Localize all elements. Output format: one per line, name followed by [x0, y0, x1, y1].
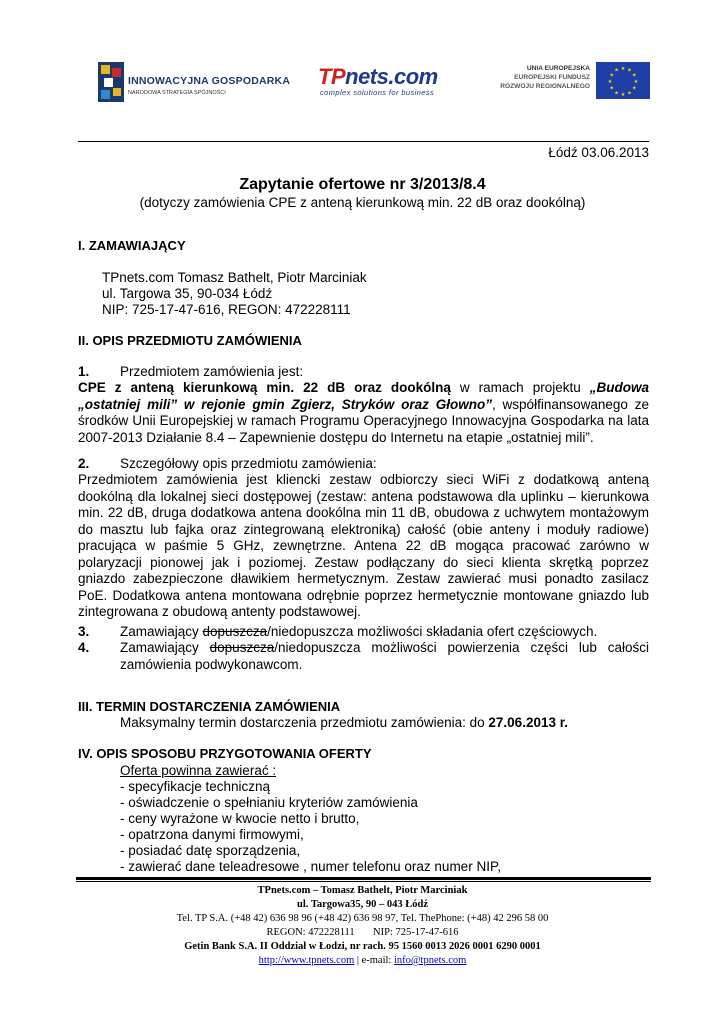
tp-logo-tagline: complex solutions for business: [320, 88, 435, 97]
section-2-heading: II. OPIS PRZEDMIOTU ZAMÓWIENIA: [78, 333, 302, 348]
section-1-heading: I. ZAMAWIAJĄCY: [78, 238, 186, 253]
item-3-number: 3.: [78, 624, 90, 639]
item-2-intro: Szczegółowy opis przedmiotu zamówienia:: [120, 456, 377, 471]
ig-logo-icon: [98, 62, 124, 102]
delivery-deadline-date: 27.06.2013 r.: [488, 715, 568, 730]
delivery-deadline-text: Maksymalny termin dostarczenia przedmiotu zamówienia: do: [120, 715, 489, 730]
svg-text:★: ★: [620, 92, 626, 98]
tpnets-logo: [318, 64, 458, 102]
innowacyjna-gospodarka-logo: [98, 62, 291, 104]
item-2-number: 2.: [78, 456, 90, 471]
offer-item: - zawierać dane teleadresowe , numer telefonu oraz numer NIP,: [120, 859, 501, 874]
svg-text:★: ★: [607, 79, 613, 85]
item-4-a: Zamawiający: [120, 640, 210, 655]
offer-item: - opatrzona danymi firmowymi,: [120, 827, 304, 842]
footer-divider-thin: [76, 881, 651, 882]
item-1-number: 1.: [78, 364, 90, 379]
footer-ids: REGON: 472228111 NIP: 725-17-47-616: [266, 927, 459, 938]
item-3-a: Zamawiający: [120, 624, 203, 639]
svg-text:★: ★: [609, 72, 614, 79]
footer: [0, 884, 725, 968]
item-4-b: /niedopuszcza możliwości powierzenia części lub całości zamówienia podwykonawcom.: [120, 640, 649, 672]
tp-logo-tp: TP: [318, 64, 346, 89]
orderer-ids: NIP: 725-17-47-616, REGON: 472228111: [102, 302, 351, 317]
header-divider: [78, 141, 649, 142]
item-1-intro: Przedmiotem zamówienia jest:: [120, 364, 304, 379]
footer-divider-thick: [76, 877, 651, 880]
offer-item: - oświadczenie o spełnianiu kryteriów zamówienia: [120, 795, 418, 810]
orderer-address: ul. Targowa 35, 90-034 Łódź: [102, 286, 273, 301]
offer-item: - posiadać datę sporządzenia,: [120, 843, 301, 858]
section-4-heading: IV. OPIS SPOSOBU PRZYGOTOWANIA OFERTY: [78, 746, 372, 761]
section-3-heading: III. TERMIN DOSTARCZENIA ZAMÓWIENIA: [78, 699, 341, 714]
svg-text:★: ★: [632, 85, 637, 92]
item-1-bold: CPE z anteną kierunkową min. 22 dB oraz dookólną: [78, 380, 451, 395]
offer-intro: Oferta powinna zawierać :: [120, 763, 277, 778]
item-2-paragraph: Przedmiotem zamówienia jest kliencki zestaw odbiorczy sieci WiFi z dodatkową anteną dookólną dla lokalnej sieci dostępowej (zestaw: antena podstawowa dla uplinku – kierunkowa min. 22 dB, druga dodatkowa antena dookólna min 11 dB, obudowa z uchwytem montażowym do masztu lub fajka oraz zintegrowaną elektroniką) całość (obie anteny i moduły radiowe) pracująca w paśmie 5 GHz, zewnętrzne. Antena 22 dB mogąca pracować zarówno w polaryzacji pionowej jak i poziomej. Zestaw podłączany do sieci klienta skrętką poprzez gniazdo zabezpieczone dławikiem hermetycznym. Zestaw zawierać musi ponadto zasilacz PoE. Dodatkowa antena montowana odrębnie poprzez hermetycznie montowane gniazdo lub zintegrowana z obudową antenty podstawowej.: [78, 472, 649, 619]
svg-text:★: ★: [620, 66, 626, 72]
svg-text:★: ★: [627, 67, 632, 74]
item-4-number: 4.: [78, 640, 90, 655]
item-4-text: [120, 640, 649, 673]
footer-website-link[interactable]: http://www.tpnets.com: [258, 955, 355, 966]
ig-logo-subtitle: NARODOWA STRATEGIA SPÓJNOŚCI: [128, 90, 226, 96]
document-title: Zapytanie ofertowe nr 3/2013/8.4: [239, 176, 486, 193]
ig-logo-title: INNOWACYJNA GOSPODARKA: [128, 75, 291, 87]
item-1-project-name: „Budowa „ostatniej mili” w rejonie gmin Zgierz, Stryków oraz Głowno”: [78, 380, 649, 412]
svg-text:★: ★: [609, 85, 614, 92]
footer-address: ul. Targowa35, 90 – 043 Łódź: [297, 899, 428, 910]
svg-text:★: ★: [614, 90, 619, 97]
svg-text:★: ★: [627, 90, 632, 97]
eu-logo-line3: ROZWOJU REGIONALNEGO: [500, 83, 590, 90]
svg-text:★: ★: [633, 79, 639, 85]
document-subtitle: (dotyczy zamówienia CPE z anteną kierunkową min. 22 dB oraz dookólną): [139, 195, 586, 210]
footer-company: TPnets.com – Tomasz Bathelt, Piotr Marciniak: [257, 885, 468, 896]
item-3-strike: dopuszcza: [202, 624, 268, 639]
footer-phones: Tel. TP S.A. (+48 42) 636 98 96 (+48 42) 636 98 97, Tel. ThePhone: (+48) 42 296 58 00: [176, 913, 549, 924]
offer-item: - ceny wyrażone w kwocie netto i brutto,: [120, 811, 360, 826]
eu-logo-line2: EUROPEJSKI FUNDUSZ: [514, 74, 590, 81]
eu-logo: [495, 62, 650, 102]
item-3-text: [120, 624, 649, 641]
offer-item: - specyfikacje techniczną: [120, 779, 271, 794]
tp-logo-nets: nets.com: [345, 64, 438, 89]
footer-separator: | e-mail:: [354, 955, 394, 966]
svg-text:★: ★: [632, 72, 637, 79]
eu-flag-icon: [596, 62, 650, 99]
svg-text:★: ★: [614, 67, 619, 74]
item-4-strike: dopuszcza: [209, 640, 275, 655]
footer-bank: Getin Bank S.A. II Oddział w Łodzi, nr rach. 95 1560 0013 2026 0001 6290 0001: [184, 941, 541, 952]
item-1-rest: , współfinansowanego ze środków Unii Europejskiej w ramach Programu Operacyjnego Innowacyjna Gospodarka na lata 2007-2013 Działanie 8.4 – Zapewnienie dostępu do Internetu na etapie „ostatniej mili”.: [78, 396, 649, 445]
eu-logo-line1: UNIA EUROPEJSKA: [526, 65, 590, 72]
item-3-b: /niedopuszcza możliwości składania ofert częściowych.: [267, 624, 598, 639]
orderer-name: TPnets.com Tomasz Bathelt, Piotr Marciniak: [102, 270, 367, 285]
item-1-mid: w ramach projektu: [450, 380, 590, 395]
footer-email-link[interactable]: info@tpnets.com: [393, 955, 467, 966]
document-date: Łódź 03.06.2013: [548, 145, 649, 160]
delivery-deadline: [120, 715, 568, 732]
item-1-paragraph: [78, 380, 649, 446]
